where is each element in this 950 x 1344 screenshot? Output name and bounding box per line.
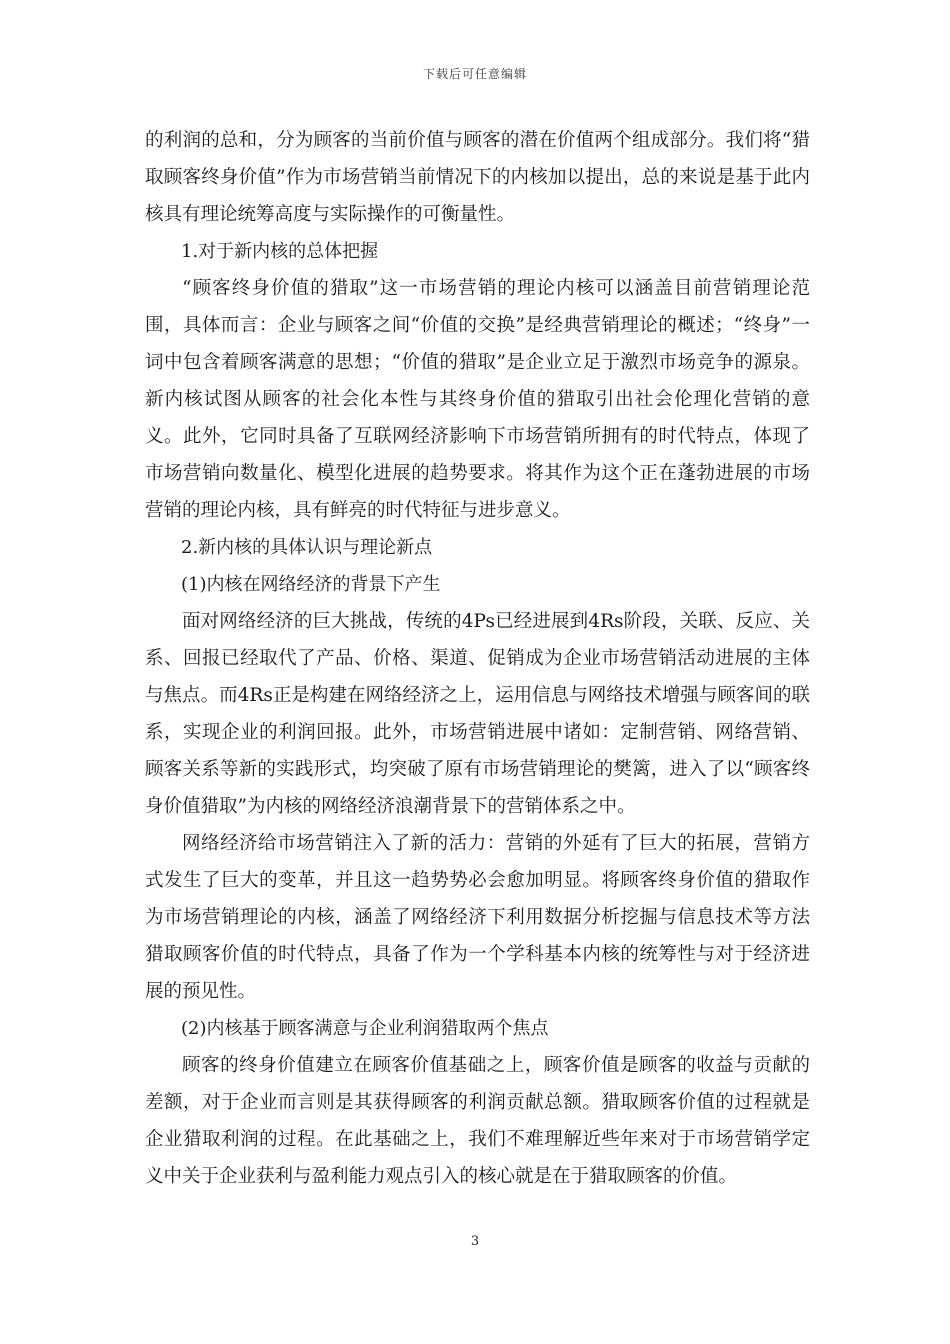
paragraph-network-economy: 网络经济给市场营销注入了新的活力：营销的外延有了巨大的拓展，营销方式发生了巨大的变革，并且这一趋势势必会愈加明显。将顾客终身价值的猎取作为市场营销理论的内核，涵盖了网络经济下利用数据分析挖掘与信息技术等方法猎取顾客价值的时代特点，具备了作为一个学科基本内核的统筹性与对于经济进展的预见性。: [145, 833, 810, 1002]
paragraph-continuation: 的利润的总和，分为顾客的当前价值与顾客的潜在价值两个组成部分。我们将“猎取顾客终身价值”作为市场营销当前情况下的内核加以提出，总的来说是基于此内核具有理论统筹高度与实际操作的可衡量性。: [145, 130, 810, 225]
section-heading-2: 2.新内核的具体认识与理论新点: [181, 537, 433, 558]
subsection-heading-1: (1)内核在网络经济的背景下产生: [181, 574, 441, 595]
page-number: 3: [470, 1234, 480, 1249]
paragraph-customer-value: 顾客的终身价值建立在顾客价值基础之上，顾客价值是顾客的收益与贡献的差额，对于企业而言则是其获得顾客的利润贡献总额。猎取顾客价值的过程就是企业猎取利润的过程。在此基础之上，我们不难理解近些年来对于市场营销学定义中关于企业获利与盈利能力观点引入的核心就是在于猎取顾客的价值。: [145, 1055, 810, 1187]
section-heading-1: 1.对于新内核的总体把握: [181, 241, 379, 262]
paragraph-4ps-4rs: 面对网络经济的巨大挑战，传统的4Ps已经进展到4Rs阶段，关联、反应、关系、回报已经取代了产品、价格、渠道、促销成为企业市场营销活动进展的主体与焦点。而4Rs正是构建在网络经济之上，运用信息与网络技术增强与顾客间的联系，实现企业的利润回报。此外，市场营销进展中诸如：定制营销、网络营销、顾客关系等新的实践形式，均突破了原有市场营销理论的樊篱，进入了以“顾客终身价值猎取”为内核的网络经济浪潮背景下的营销体系之中。: [145, 611, 810, 817]
paragraph-overall-grasp: “顾客终身价值的猎取”这一市场营销的理论内核可以涵盖目前营销理论范围，具体而言：企业与顾客之间“价值的交换”是经典营销理论的概述；“终身”一词中包含着顾客满意的思想；“价值的猎取”是企业立足于激烈市场竞争的源泉。新内核试图从顾客的社会化本性与其终身价值的猎取引出社会伦理化营销的意义。此外，它同时具备了互联网经济影响下市场营销所拥有的时代特点，体现了市场营销向数量化、模型化进展的趋势要求。将其作为这个正在蓬勃进展的市场营销的理论内核，具有鲜亮的时代特征与进步意义。: [145, 278, 810, 521]
subsection-heading-2: (2)内核基于顾客满意与企业利润猎取两个焦点: [181, 1018, 549, 1039]
page-header: 下载后可任意编辑: [422, 67, 527, 81]
document-body: [145, 122, 810, 1195]
